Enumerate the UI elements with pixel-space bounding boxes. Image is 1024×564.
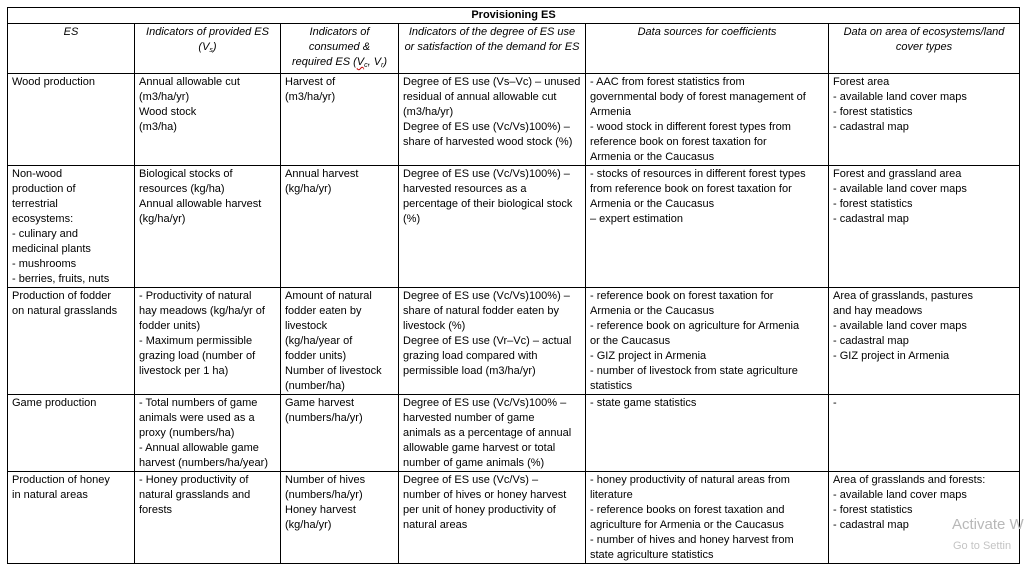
cell-area: -: [829, 395, 1020, 472]
table-row: [8, 166, 1020, 288]
cell-provided: - Total numbers of game animals were used as a proxy (numbers/ha) - Annual allowable game harvest (numbers/ha/year): [135, 395, 281, 472]
cell-es: Production of honey in natural areas: [8, 472, 135, 564]
cell-provided: - Productivity of natural hay meadows (kg/ha/yr of fodder units) - Maximum permissible grazing load (number of livestock per 1 ha): [135, 288, 281, 395]
go-to-settings-watermark: Go to Settin: [953, 540, 1012, 552]
table-row: [8, 288, 1020, 395]
table-row: [8, 395, 1020, 472]
table-title: Provisioning ES: [8, 8, 1020, 24]
cell-es: Game production: [8, 395, 135, 472]
table-row: [8, 74, 1020, 166]
provisioning-es-table: [7, 7, 1020, 564]
cell-degree: Degree of ES use (Vc/Vs) – number of hives or honey harvest per unit of honey productivity of natural areas: [399, 472, 586, 564]
cell-sources: - honey productivity of natural areas from literature - reference books on forest taxation and agriculture for Armenia or the Caucasus - number of hives and honey harvest from state agriculture statistics: [586, 472, 829, 564]
header-degree: Indicators of the degree of ES use or satisfaction of the demand for ES: [399, 24, 586, 74]
cell-sources: - AAC from forest statistics from governmental body of forest management of Armenia - wood stock in different forest types from reference book on forest taxation for Armenia or the Caucasus: [586, 74, 829, 166]
cell-degree: Degree of ES use (Vs–Vc) – unused residual of annual allowable cut (m3/ha/yr) Degree of ES use (Vc/Vs)100%) – share of harvested wood stock (%): [399, 74, 586, 166]
cell-consumed: Amount of natural fodder eaten by livestock (kg/ha/year of fodder units) Number of livestock (number/ha): [281, 288, 399, 395]
cell-area: Forest area - available land cover maps - forest statistics - cadastral map: [829, 74, 1020, 166]
cell-consumed: Game harvest (numbers/ha/yr): [281, 395, 399, 472]
header-provided: Indicators of provided ES $(V_s)$: [135, 24, 281, 74]
header-sources: Data sources for coefficients: [586, 24, 829, 74]
table-title-row: [8, 8, 1020, 24]
cell-degree: Degree of ES use (Vc/Vs)100%) – harvested resources as a percentage of their biological stock (%): [399, 166, 586, 288]
cell-sources: - reference book on forest taxation for Armenia or the Caucasus - reference book on agriculture for Armenia or the Caucasus - GIZ project in Armenia - number of livestock from state agriculture statistics: [586, 288, 829, 395]
cell-degree: Degree of ES use (Vc/Vs)100% – harvested number of game animals as a percentage of annual allowable game harvest or total number of game animals (%): [399, 395, 586, 472]
cell-area: Forest and grassland area - available land cover maps - forest statistics - cadastral map: [829, 166, 1020, 288]
header-row: [8, 24, 1020, 74]
cell-sources: - stocks of resources in different forest types from reference book on forest taxation for Armenia or the Caucasus – expert estimation: [586, 166, 829, 288]
cell-provided: Annual allowable cut (m3/ha/yr) Wood stock (m3/ha): [135, 74, 281, 166]
header-area: Data on area of ecosystems/land cover types: [829, 24, 1020, 74]
cell-es: Production of fodder on natural grasslands: [8, 288, 135, 395]
activate-windows-watermark: Activate W: [952, 516, 1024, 533]
table-row: [8, 472, 1020, 564]
cell-consumed: Number of hives (numbers/ha/yr) Honey harvest (kg/ha/yr): [281, 472, 399, 564]
header-consumed: Indicators of consumed & required ES ($V_c$, $V_r$): [281, 24, 399, 74]
cell-sources: - state game statistics: [586, 395, 829, 472]
cell-provided: Biological stocks of resources (kg/ha) Annual allowable harvest (kg/ha/yr): [135, 166, 281, 288]
cell-area: Area of grasslands, pastures and hay meadows - available land cover maps - cadastral map - GIZ project in Armenia: [829, 288, 1020, 395]
header-es: ES: [8, 24, 135, 74]
cell-es: Wood production: [8, 74, 135, 166]
cell-degree: Degree of ES use (Vc/Vs)100%) – share of natural fodder eaten by livestock (%) Degree of ES use (Vr–Vc) – actual grazing load compared with permissible load (m3/ha/yr): [399, 288, 586, 395]
cell-area: Area of grasslands and forests: - available land cover maps - forest statistics - cadastral map: [829, 472, 1020, 564]
cell-provided: - Honey productivity of natural grasslands and forests: [135, 472, 281, 564]
cell-consumed: Annual harvest (kg/ha/yr): [281, 166, 399, 288]
cell-consumed: Harvest of (m3/ha/yr): [281, 74, 399, 166]
cell-es: Non-wood production of terrestrial ecosystems: - culinary and medicinal plants - mushrooms - berries, fruits, nuts: [8, 166, 135, 288]
